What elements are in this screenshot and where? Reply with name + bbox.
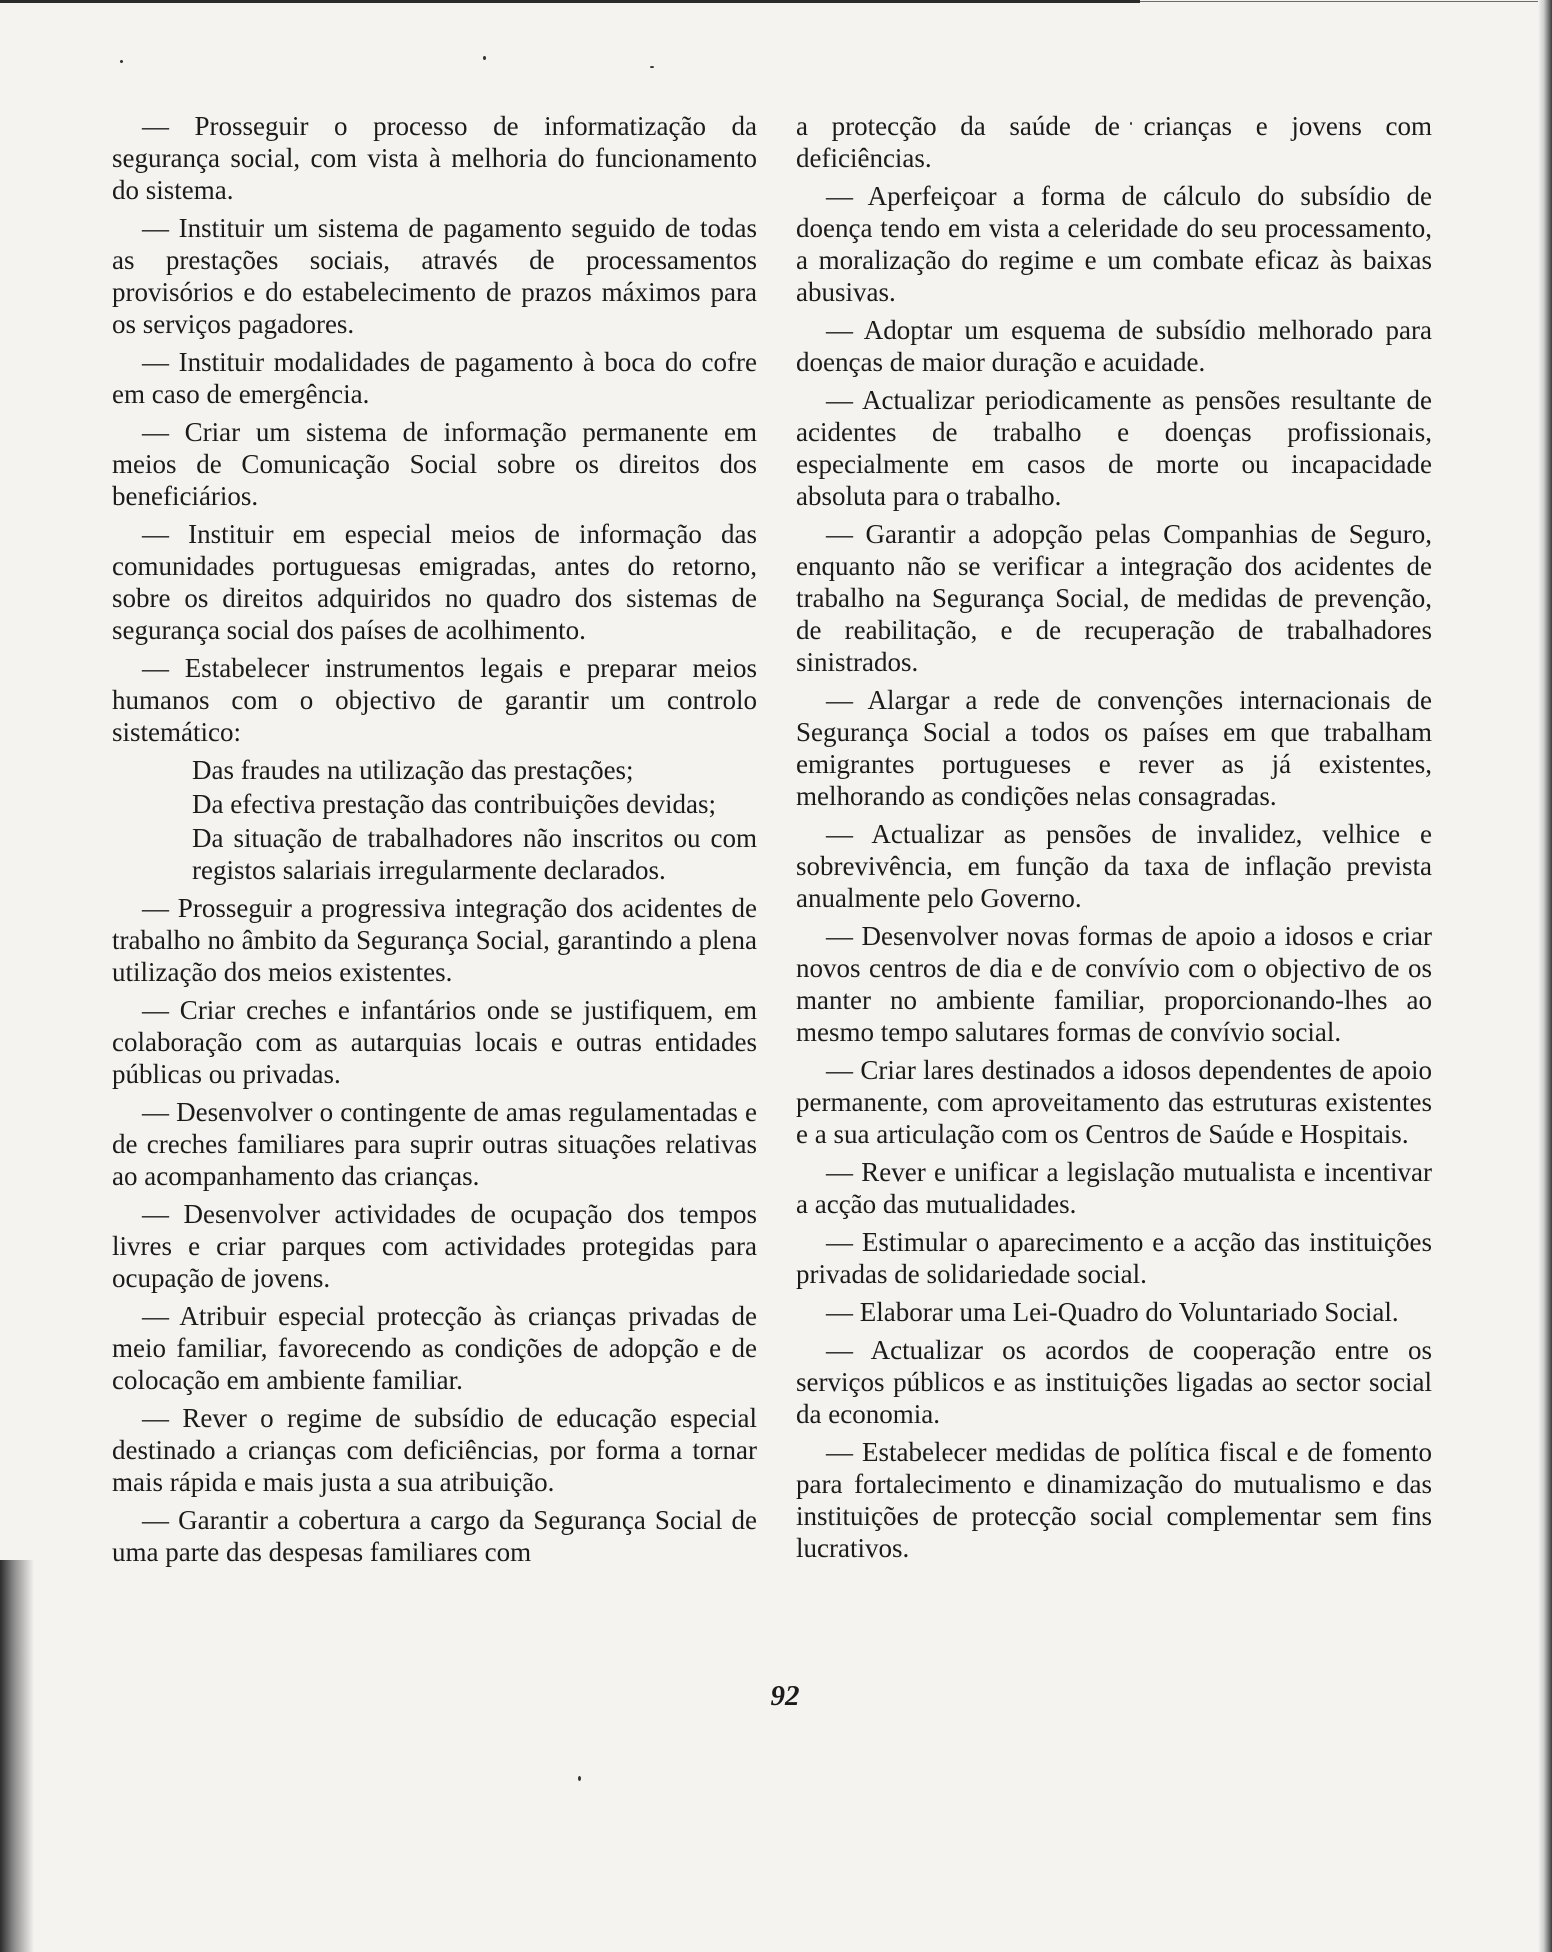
scan-speck [578, 1776, 581, 1781]
list-item: — Instituir em especial meios de informação das comunidades portuguesas emigradas, antes do retorno, sobre os direitos adquiridos no quadro dos sistemas de segurança social dos países de acolhimento. [112, 519, 757, 645]
list-item: — Criar um sistema de informação permanente em meios de Comunicação Social sobre os direitos dos beneficiários. [112, 417, 757, 511]
list-item: — Desenvolver novas formas de apoio a idosos e criar novos centros de dia e de convívio com o objectivo de os manter no ambiente familiar, proporcionando-lhes ao mesmo tempo salutares formas de convívio social. [796, 921, 1432, 1047]
list-item: — Desenvolver actividades de ocupação dos tempos livres e criar parques com actividades protegidas para ocupação de jovens. [112, 1199, 757, 1293]
scan-top-border-thin [1140, 1, 1552, 2]
list-item: — Aperfeiçoar a forma de cálculo do subsídio de doença tendo em vista a celeridade do seu processamento, a moralização do regime e um combate eficaz às baixas abusivas. [796, 181, 1432, 307]
list-item: — Estabelecer medidas de política fiscal e de fomento para fortalecimento e dinamização do mutualismo e das instituições de protecção social complementar sem fins lucrativos. [796, 1437, 1432, 1563]
scan-right-edge-shadow [1538, 0, 1552, 1952]
scan-speck [120, 60, 123, 63]
list-item: — Actualizar periodicamente as pensões resultante de acidentes de trabalho e doenças profissionais, especialmente em casos de morte ou incapacidade absoluta para o trabalho. [796, 385, 1432, 511]
list-item: — Desenvolver o contingente de amas regulamentadas e de creches familiares para suprir outras situações relativas ao acompanhamento das crianças. [112, 1097, 757, 1191]
list-item: — Estabelecer instrumentos legais e preparar meios humanos com o objectivo de garantir um controlo sistemático: [112, 653, 757, 747]
continued-paragraph: a protecção da saúde de crianças e jovens com deficiências. [796, 111, 1432, 173]
right-column [796, 110, 1432, 1570]
page-number: 92 [770, 1680, 800, 1712]
list-item: — Criar creches e infantários onde se justifiquem, em colaboração com as autarquias locais e outras entidades públicas ou privadas. [112, 995, 757, 1089]
scan-top-border [0, 0, 1140, 3]
scan-left-edge-shadow [0, 1560, 34, 1952]
list-item: — Instituir modalidades de pagamento à boca do cofre em caso de emergência. [112, 347, 757, 409]
sub-item: Da efectiva prestação das contribuições devidas; [192, 789, 717, 819]
list-item: — Instituir um sistema de pagamento seguido de todas as prestações sociais, através de processamentos provisórios e do estabelecimento de prazos máximos para os serviços pagadores. [112, 213, 757, 339]
scan-speck [483, 56, 486, 60]
list-item: — Criar lares destinados a idosos dependentes de apoio permanente, com aproveitamento das estruturas existentes e a sua articulação com os Centros de Saúde e Hospitais. [796, 1055, 1432, 1149]
left-column [112, 110, 757, 1574]
list-item: — Elaborar uma Lei-Quadro do Voluntariado Social. [826, 1297, 1399, 1327]
list-item: — Rever o regime de subsídio de educação especial destinado a crianças com deficiências, por forma a tornar mais rápida e mais justa a sua atribuição. [112, 1403, 757, 1497]
scan-speck [650, 66, 654, 68]
list-item: — Garantir a adopção pelas Companhias de Seguro, enquanto não se verificar a integração dos acidentes de trabalho na Segurança Social, de medidas de prevenção, de reabilitação, e de recuperação de trabalhadores sinistrados. [796, 519, 1432, 677]
sub-item: Da situação de trabalhadores não inscritos ou com registos salariais irregularmente declarados. [192, 823, 757, 885]
list-item: — Adoptar um esquema de subsídio melhorado para doenças de maior duração e acuidade. [796, 315, 1432, 377]
list-item: — Rever e unificar a legislação mutualista e incentivar a acção das mutualidades. [796, 1157, 1432, 1219]
list-item: — Estimular o aparecimento e a acção das instituições privadas de solidariedade social. [796, 1227, 1432, 1289]
list-item: — Actualizar os acordos de cooperação entre os serviços públicos e as instituições ligadas ao sector social da economia. [796, 1335, 1432, 1429]
list-item: — Garantir a cobertura a cargo da Segurança Social de uma parte das despesas familiares com [112, 1505, 757, 1567]
list-item: — Prosseguir o processo de informatização da segurança social, com vista à melhoria do funcionamento do sistema. [112, 111, 757, 205]
list-item: — Actualizar as pensões de invalidez, velhice e sobrevivência, em função da taxa de inflação prevista anualmente pelo Governo. [796, 819, 1432, 913]
list-item: — Prosseguir a progressiva integração dos acidentes de trabalho no âmbito da Segurança Social, garantindo a plena utilização dos meios existentes. [112, 893, 757, 987]
list-item: — Atribuir especial protecção às crianças privadas de meio familiar, favorecendo as condições de adopção e de colocação em ambiente familiar. [112, 1301, 757, 1395]
sub-item: Das fraudes na utilização das prestações; [192, 755, 634, 785]
list-item: — Alargar a rede de convenções internacionais de Segurança Social a todos os países em que trabalham emigrantes portugueses e rever as já existentes, melhorando as condições nelas consagradas. [796, 685, 1432, 811]
